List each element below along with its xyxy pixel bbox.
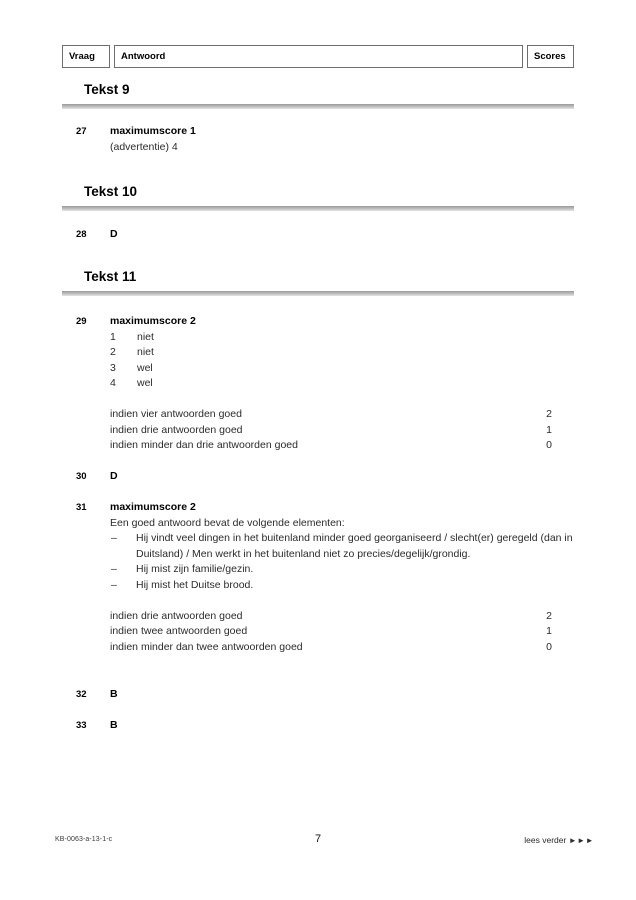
question-body [110,500,574,655]
question-body [110,469,574,485]
scoring-points: 1 [546,423,552,436]
section-title: Tekst 11 [84,269,137,284]
maximumscore-label: maximumscore 1 [110,125,196,137]
maximumscore-label: maximumscore 2 [110,315,196,327]
page-number: 7 [314,833,322,845]
spacer [110,392,574,408]
scoring-text: indien vier antwoorden goed [110,408,242,420]
answer-element-list [110,531,574,593]
page-footer [0,833,636,853]
question-number: 31 [76,502,87,513]
answer-text: D [110,228,118,240]
item-text: niet [137,330,154,343]
answer-row-28 [62,227,574,243]
scoring-text: indien drie antwoorden goed [110,609,243,622]
question-number: 28 [76,229,87,240]
item-text: Hij mist zijn familie/gezin. [136,563,254,575]
scoring-points: 2 [546,609,552,622]
answer-intro: Een goed antwoord bevat de volgende elementen: [110,516,345,529]
question-number: 30 [76,471,87,482]
question-body [110,227,574,243]
answer-row-31 [62,500,574,655]
answer-item-list [110,330,574,392]
question-number: 29 [76,316,87,327]
document-code: KB-0063-a-13-1-c [55,836,113,843]
item-text: wel [137,361,153,374]
answer-row-32 [62,687,574,703]
scoring-points: 2 [546,408,552,420]
section-tekst-11 [62,269,574,296]
column-header-vraag: Vraag [62,45,110,68]
item-text: wel [137,377,153,389]
triangle-right-icon: ►►► [568,836,594,845]
section-tekst-9 [62,82,574,109]
scoring-rule [110,407,574,423]
question-number: 27 [76,126,87,137]
scoring-points: 1 [546,625,552,637]
scoring-rule [110,438,574,454]
list-item [110,361,574,377]
dash-bullet-icon: – [111,563,117,575]
section-title: Tekst 9 [84,82,130,97]
scoring-rule [110,609,574,625]
list-item [110,330,574,346]
list-item [110,376,574,392]
question-body [110,687,574,703]
list-item [110,345,574,361]
scoring-points: 0 [546,640,552,653]
continue-label: lees verder [524,835,567,845]
answer-text: B [110,719,118,731]
section-divider [62,104,574,109]
question-number: 32 [76,689,87,700]
scoring-text: indien twee antwoorden goed [110,625,248,637]
section-tekst-10 [62,184,574,211]
dash-bullet-icon: – [111,578,117,591]
item-index: 4 [110,377,116,389]
answer-row-29 [62,314,574,454]
column-header-table [62,45,574,68]
column-header-antwoord: Antwoord [114,45,523,68]
scoring-rule [110,423,574,439]
question-body [110,124,574,155]
section-title: Tekst 10 [84,184,138,199]
item-text: Hij vindt veel dingen in het buitenland minder goed georganiseerd / slecht(er) geregeld (dan in Duitsland) / Men werkt in het buitenland niet zo precies/degelijk/grondig. [136,532,573,560]
scoring-rule [110,624,574,640]
answer-text: (advertentie) 4 [110,140,178,153]
scoring-rule [110,640,574,656]
item-text: Hij mist het Duitse brood. [136,578,254,591]
maximumscore-label: maximumscore 2 [110,501,196,513]
scoring-points: 0 [546,439,552,451]
answer-row-33 [62,718,574,734]
item-index: 3 [110,361,116,374]
section-divider [62,291,574,296]
column-header-scores: Scores [527,45,574,68]
section-divider [62,206,574,211]
scoring-text: indien drie antwoorden goed [110,423,243,436]
scoring-text: indien minder dan twee antwoorden goed [110,640,303,653]
dash-bullet-icon: – [111,532,117,544]
list-item [110,578,574,594]
spacer [110,593,574,609]
answer-row-27 [62,124,574,155]
list-item [110,562,574,578]
answer-text: B [110,688,118,700]
list-item [110,531,574,562]
continue-notice [524,835,594,845]
question-number: 33 [76,720,87,731]
item-index: 1 [110,330,116,343]
question-body [110,314,574,454]
item-index: 2 [110,346,116,358]
item-text: niet [137,346,154,358]
answer-text: D [110,470,118,482]
scoring-text: indien minder dan drie antwoorden goed [110,439,298,451]
question-body [110,718,574,734]
answer-row-30 [62,469,574,485]
